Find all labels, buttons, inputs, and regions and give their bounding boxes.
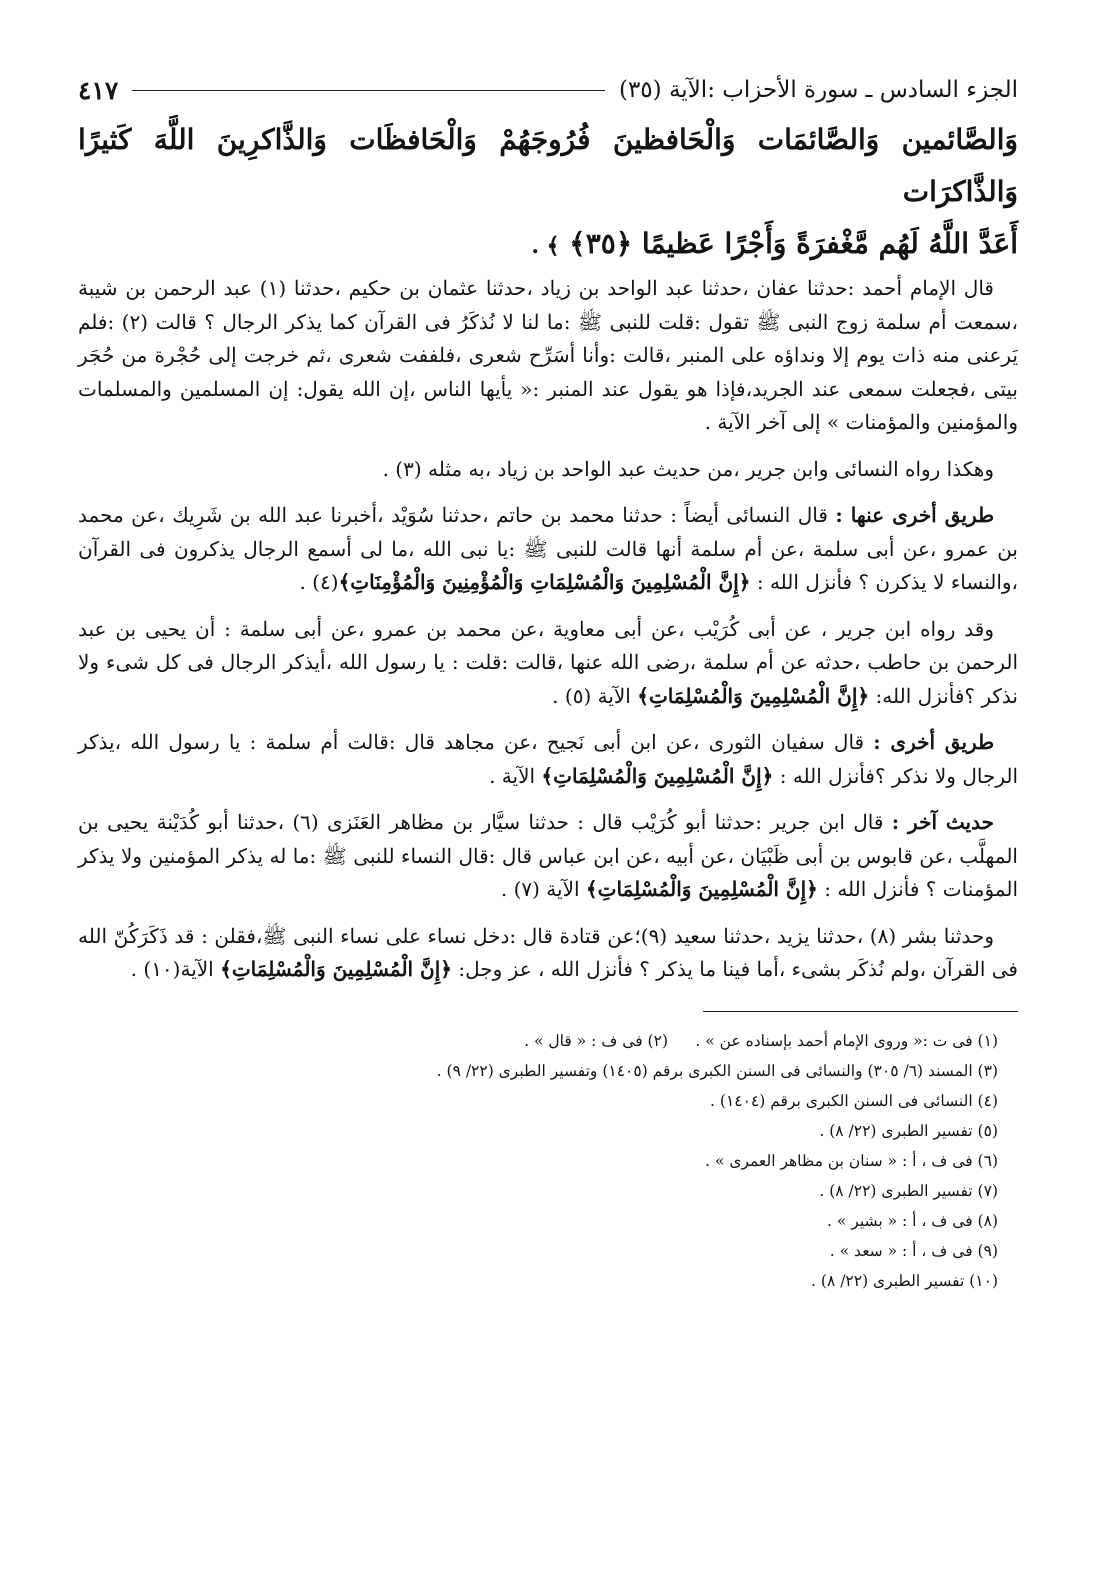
commentary-body <box>78 272 1018 987</box>
paragraph <box>78 613 1018 714</box>
page-number: ٤١٧ <box>78 75 119 105</box>
paragraph <box>78 806 1018 907</box>
paragraph-text: وقد رواه ابن جرير ، عن أبى كُرَيْب ،عن أبى معاوية ،عن محمد بن عمرو ،عن أبى سلمة : أن يحيى بن عبد الرحمن بن حاطب ،حدثه عن أم سلمة ،رضى الله عنها ،قالت :قلت : يا رسول الله ،أيذكر الرجال فى كل شىء ولا نذكر ؟فأنزل الله: <box>78 616 1018 708</box>
paragraph <box>78 726 1018 793</box>
footnote-item: (٤) النسائى فى السنن الكبرى برقم (١٤٠٤) . <box>710 1091 998 1110</box>
paragraph-text: وهكذا رواه النسائى وابن جرير ،من حديث عبد الواحد بن زياد ،به مثله (٣) . <box>382 456 994 481</box>
footnote-item: (٩) فى ف ، أ : « سعد » . <box>829 1241 998 1260</box>
section-lead: حديث آخر : <box>891 810 994 834</box>
footnote-item: (٨) فى ف ، أ : « بشير » . <box>827 1211 998 1230</box>
quran-quote: ﴿إِنَّ الْمُسْلِمِينَ وَالْمُسْلِمَاتِ﴾ <box>541 763 774 788</box>
paragraph <box>78 920 1018 987</box>
footnote-item: (١) فى ت :« وروى الإمام أحمد بإسناده عن » . <box>695 1031 998 1050</box>
quran-quote: ﴿إِنَّ الْمُسْلِمِينَ وَالْمُسْلِمَاتِ وَالْمُؤْمِنِينَ وَالْمُؤْمِنَاتِ﴾ <box>338 570 751 594</box>
footnote-item: (١٠) تفسير الطبرى (٢٢/ ٨) . <box>811 1271 998 1290</box>
paragraph-text: قال سفيان الثورى ،عن ابن أبى نَجيح ،عن مجاهد قال :قالت أم سلمة : يا رسول الله ،يذكر الرجال ولا نذكر ؟فأنزل الله : <box>78 730 1018 788</box>
paragraph-text: قال النسائى أيضاً : حدثنا محمد بن حاتم ،حدثنا سُوَيْد ،أخبرنا عبد الله بن شَرِيك ،عن محمد بن عمرو ،عن أبى سلمة ،عن أم سلمة أنها قالت للنبى ﷺ :يا نبى الله ،ما لى أسمع الرجال يذكرون فى القرآن ،والنساء لا يذكرن ؟ فأنزل الله : <box>78 503 1018 594</box>
verse-line-2-text: أَعَدَّ اللَّهُ لَهُم مَّغْفرَةً وَأَجْرًا عَظيمًا ﴿٣٥﴾ <box>569 227 1018 260</box>
paragraph <box>78 499 1018 600</box>
paragraph-tail: (٤) . <box>299 570 339 594</box>
verse-end-mark: ﴾ . <box>531 233 560 259</box>
footnote-item: (٢) فى ف : « قال » . <box>524 1031 668 1050</box>
header-rule <box>132 90 605 91</box>
paragraph-text: قال ابن جرير :حدثنا أبو كُرَيْب قال : حدثنا سيَّار بن مظاهر العَنَزى (٦) ،حدثنا أبو كُدَيْنة يحيى بن المهلَّب ،عن قابوس بن أبى ظَبْيَان ،عن أبيه ،عن ابن عباس قال :قال النساء للنبى ﷺ :ما له يذكر المؤمنين ولا يذكر المؤمنات ؟ فأنزل الله : <box>78 810 1018 901</box>
footnote-item: (٦) فى ف ، أ : « سنان بن مظاهر العمرى » . <box>705 1151 998 1170</box>
paragraph-text: وحدثنا بشر (٨) ،حدثنا يزيد ،حدثنا سعيد (٩)؛عن قتادة قال :دخل نساء على نساء النبى ﷺ،فقلن : قد ذَكَرَكُنّ الله فى القرآن ،ولم نُذكَر بشىء ،أما فينا ما يذكر ؟ فأنزل الله ، عز وجل: <box>78 923 1018 981</box>
paragraph <box>78 453 1018 487</box>
page-header <box>78 70 1018 110</box>
footnote-rule <box>703 1011 1018 1012</box>
verse-line-2 <box>78 218 1018 272</box>
paragraph-tail: الآية (٧) . <box>500 877 580 901</box>
paragraph-tail: الآية (٥) . <box>552 683 631 708</box>
paragraph-tail: الآية . <box>489 763 536 788</box>
section-lead: طريق أخرى عنها : <box>835 503 994 527</box>
quran-quote: ﴿إِنَّ الْمُسْلِمِينَ وَالْمُسْلِمَاتِ﴾ <box>585 877 818 901</box>
quran-quote: ﴿إِنَّ الْمُسْلِمِينَ وَالْمُسْلِمَاتِ﴾ <box>637 683 870 708</box>
paragraph <box>78 272 1018 440</box>
paragraph-tail: الآية(١٠) . <box>130 957 214 981</box>
footnote-item: (٧) تفسير الطبرى (٢٢/ ٨) . <box>819 1181 998 1200</box>
footnote-item: (٥) تفسير الطبرى (٢٢/ ٨) . <box>819 1121 998 1140</box>
quran-verse <box>78 114 1018 272</box>
verse-line-1: وَالصَّائمين وَالصَّائمَات وَالْحَافظينَ فُرُوجَهُمْ وَالْحَافظَات وَالذَّاكرِينَ اللَّهَ كَثيرًا وَالذَّاكرَات <box>78 123 1018 208</box>
running-title: الجزء السادس ـ سورة الأحزاب :الآية (٣٥) <box>618 77 1018 103</box>
section-lead: طريق أخرى : <box>873 730 994 754</box>
paragraph-text: قال الإمام أحمد :حدثنا عفان ،حدثنا عبد الواحد بن زياد ،حدثنا عثمان بن حكيم ،حدثنا (١) عبد الرحمن بن شيبة ،سمعت أم سلمة زوج النبى ﷺ تقول :قلت للنبى ﷺ :ما لنا لا نُذكَرُ فى القرآن كما يذكر الرجال ؟ قالت (٢) :فلم يَرعنى منه ذات يوم إلا ونداؤه على المنبر ،قالت :وأنا أسَرِّح شعرى ،فلففت شعرى ،ثم خرجت إلى حُجْرة من حُجَر بيتى ،فجعلت سمعى عند الجريد،فإذا هو يقول عند المنبر :« يأيها الناس ،إن الله يقول: إن المسلمين والمسلمات والمؤمنين والمؤمنات » إلى آخر الآية . <box>78 276 1018 434</box>
footnote-row <box>78 1026 998 1056</box>
quran-quote: ﴿إِنَّ الْمُسْلِمِينَ وَالْمُسْلِمَاتِ﴾ <box>220 957 453 981</box>
footnote-item: (٣) المسند (٦/ ٣٠٥) والنسائى فى السنن الكبرى برقم (١٤٠٥) وتفسير الطبرى (٢٢/ ٩) . <box>436 1061 998 1080</box>
footnotes <box>78 1026 1018 1296</box>
book-page <box>78 70 1018 1296</box>
